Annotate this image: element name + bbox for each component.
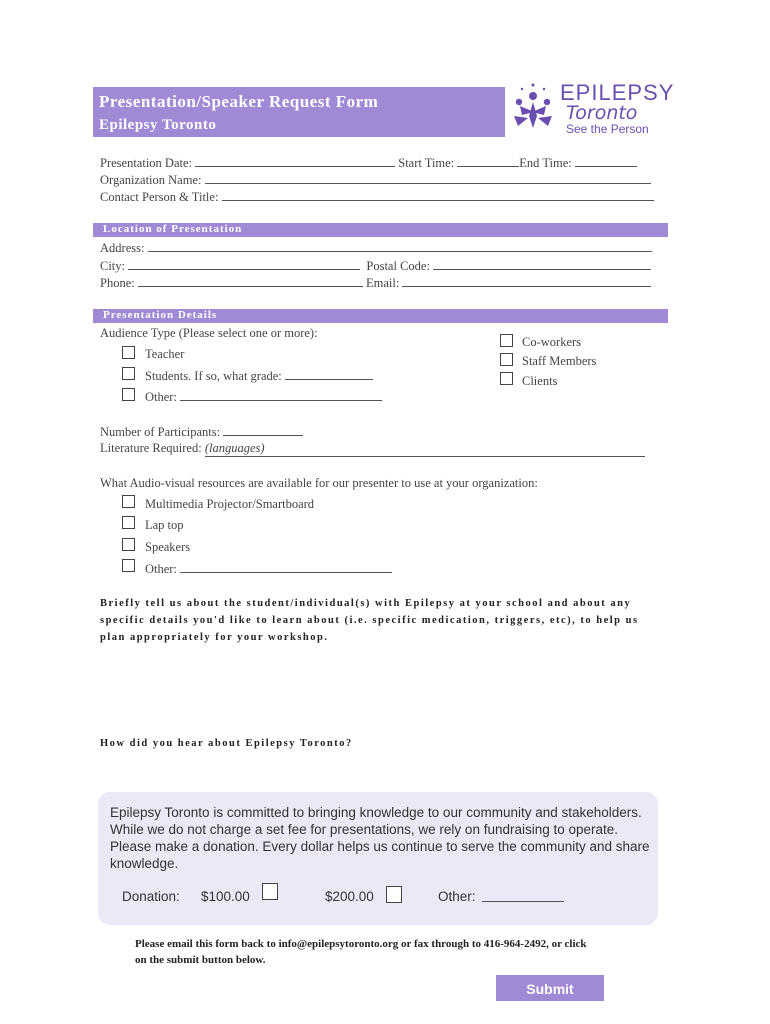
donation-text: Epilepsy Toronto is committed to bringing knowledge to our community and stakeholders. While we do not charge a set fee for presentations, we rely on fundraising to operate. Please make a donation. Every dollar helps us continue to serve the community and share knowledge. [110,805,650,871]
end-time-label: End Time: [519,156,572,170]
presentation-date-field[interactable] [195,155,395,167]
coworkers-checkbox[interactable] [500,334,513,347]
email-instructions-line1: Please email this form back to info@epilepsytoronto.org or fax through to 416-964-2492, or click [135,938,587,950]
grade-field[interactable] [285,368,373,380]
logo-epilepsy: EPILEPSY [560,80,675,105]
speakers-checkbox[interactable] [122,538,135,551]
contact-person-field[interactable] [222,189,654,201]
teacher-label: Teacher [145,347,185,361]
other-av-checkbox[interactable] [122,559,135,572]
students-label: Students. If so, what grade: [145,369,282,383]
other-audience-row [145,389,382,405]
email-label: Email: [365,276,400,290]
city-field[interactable] [128,258,360,270]
laptop-label: Lap top [145,518,184,532]
teacher-checkbox[interactable] [122,346,135,359]
student-question: Briefly tell us about the student/individual(s) with Epilepsy at your school and about any specific details you'd like to learn about (i.e. specific medication, triggers, etc), to help us plan appropriately for your workshop. [100,598,639,643]
address-row [100,240,652,256]
form-subtitle: Epilepsy Toronto [99,117,217,133]
hear-answer-textarea[interactable] [98,752,663,786]
literature-label: Literature Required: [100,441,202,455]
organization-row [100,172,651,188]
av-question: What Audio-visual resources are available for our presenter to use at your organization: [100,476,538,490]
logo-tagline: See the Person [566,122,649,136]
presentation-date-row [100,155,637,171]
phone-label: Phone: [100,276,135,290]
students-row [145,368,373,384]
donation-100-checkbox[interactable] [262,883,278,900]
organization-name-label: Organization Name: [100,173,202,187]
city-label: City: [100,259,126,273]
address-field[interactable] [148,240,652,252]
people-star-logo-icon [508,82,558,134]
clients-checkbox[interactable] [500,372,513,385]
form-title-banner [93,87,505,137]
end-time-field[interactable] [575,155,637,167]
donation-panel [98,792,658,925]
donation-100-label: $100.00 [201,889,250,904]
participants-label: Number of Participants: [100,425,221,439]
other-audience-checkbox[interactable] [122,388,135,401]
presentation-date-label: Presentation Date: [100,156,192,170]
literature-hint: (languages) [204,441,265,455]
coworkers-label: Co-workers [522,335,582,349]
other-av-field[interactable] [180,561,392,573]
speakers-label: Speakers [145,540,191,554]
email-instructions [135,936,587,968]
phone-row [100,275,651,291]
projector-checkbox[interactable] [122,495,135,508]
laptop-checkbox[interactable] [122,516,135,529]
submit-button[interactable]: Submit [496,975,604,1001]
phone-field[interactable] [138,275,363,287]
student-details-textarea[interactable] [98,650,663,730]
start-time-field[interactable] [457,155,519,167]
postal-code-field[interactable] [433,258,651,270]
location-heading: Location of Presentation [103,223,243,235]
postal-code-label: Postal Code: [366,259,430,273]
other-av-row [145,561,392,577]
form-title: Presentation/Speaker Request Form [99,92,379,111]
logo-toronto: Toronto [566,102,638,124]
audience-type-label: Audience Type (Please select one or more): [100,326,318,340]
students-checkbox[interactable] [122,367,135,380]
donation-200-label: $200.00 [325,889,374,904]
staff-members-checkbox[interactable] [500,353,513,366]
contact-person-row [100,189,654,205]
details-section-header [93,309,668,323]
other-audience-label: Other: [145,390,177,404]
details-heading: Presentation Details [103,309,218,321]
participants-field[interactable] [223,424,303,436]
donation-other-label: Other: [438,889,476,904]
other-audience-field[interactable] [180,389,382,401]
staff-members-label: Staff Members [522,354,597,368]
participants-row [100,424,303,440]
address-label: Address: [100,241,145,255]
email-instructions-line2: on the submit button below. [135,954,266,966]
literature-field[interactable] [205,441,645,457]
start-time-label: Start Time: [398,156,455,170]
donation-other-field[interactable] [482,901,564,902]
location-section-header [93,223,668,237]
hear-question: How did you hear about Epilepsy Toronto? [100,738,353,749]
clients-label: Clients [522,374,558,388]
email-field[interactable] [402,275,651,287]
city-row [100,258,651,274]
donation-200-checkbox[interactable] [386,886,402,903]
literature-row [100,441,645,457]
donation-label: Donation: [122,889,180,904]
organization-name-field[interactable] [205,172,651,184]
other-av-label: Other: [145,562,177,576]
projector-label: Multimedia Projector/Smartboard [145,497,315,511]
contact-person-label: Contact Person & Title: [100,190,219,204]
